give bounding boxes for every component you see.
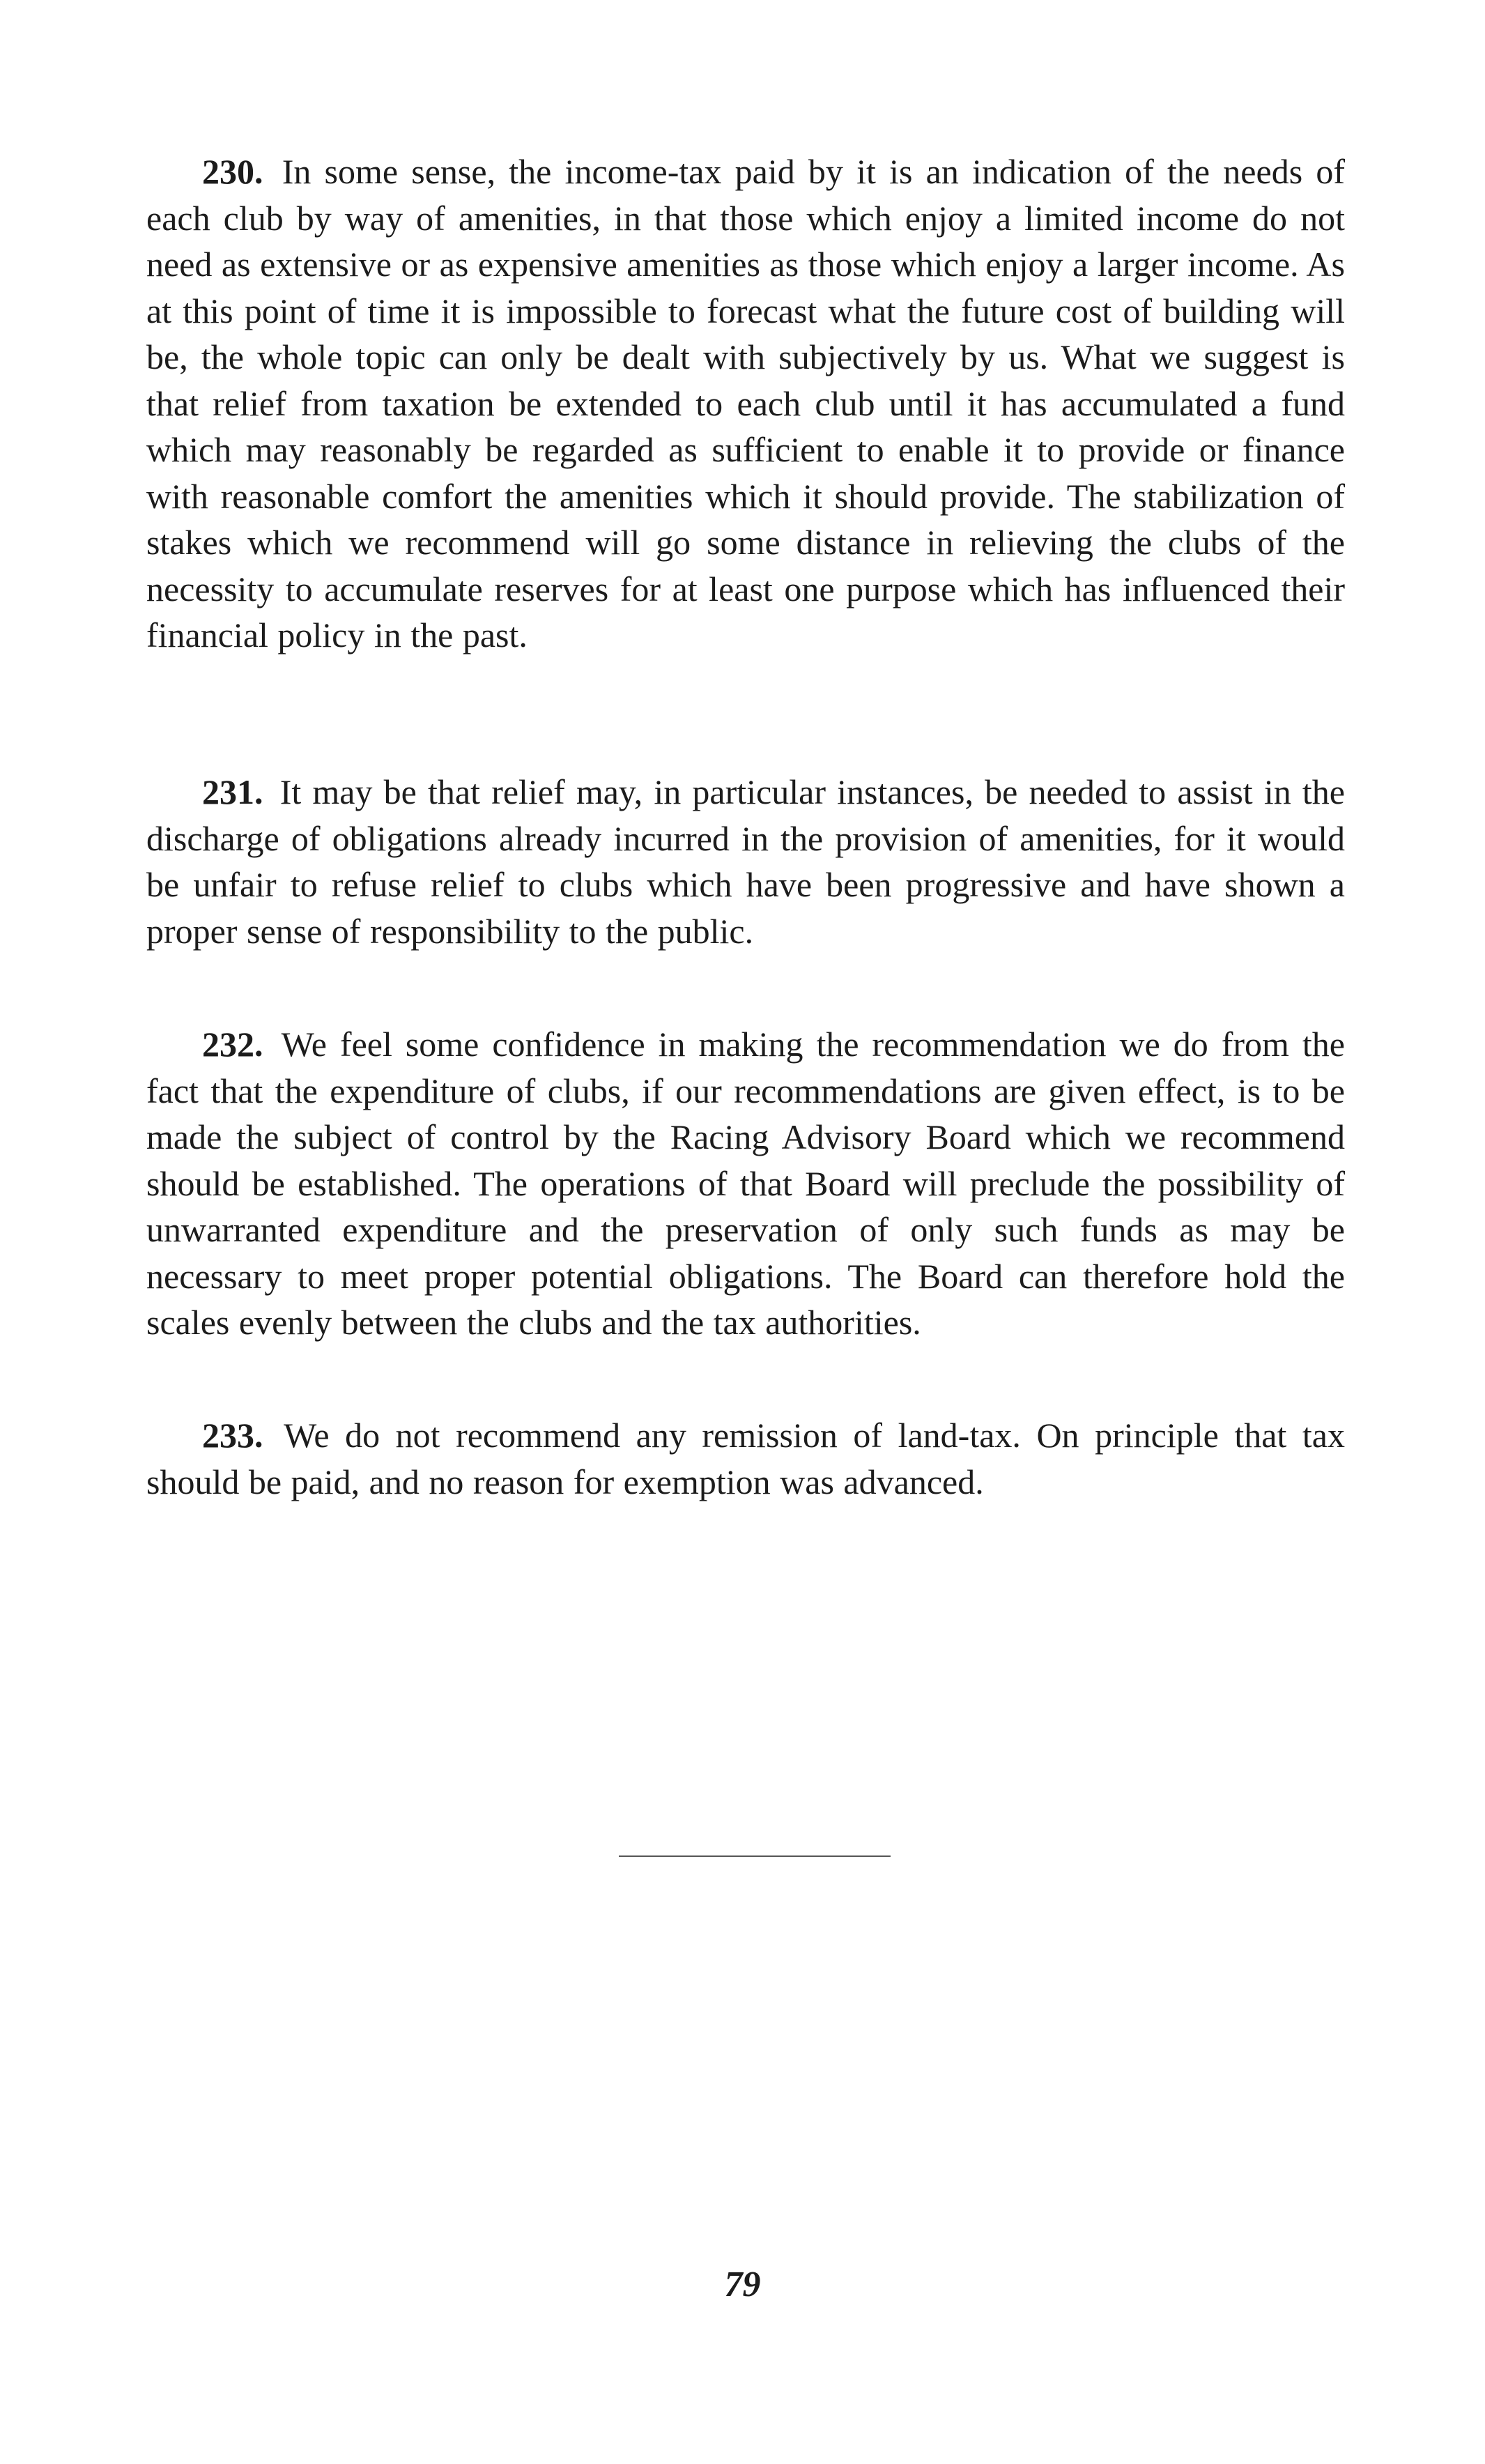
paragraph-231 <box>146 769 1345 954</box>
paragraph-number: 233. <box>202 1416 263 1455</box>
paragraph-number: 231. <box>202 772 263 811</box>
paragraph-text: We do not recommend any remission of land-tax. On principle that tax should be paid, and no reason for exemption was advanced. <box>146 1416 1345 1501</box>
section-divider <box>619 1855 891 1857</box>
paragraph-text: It may be that relief may, in particular instances, be needed to assist in the discharge of obligations already incurred in the provision of amenities, for it would be unfair to refuse relief to clubs which have been progressive and have shown a proper sense of responsibility to the public. <box>146 772 1346 951</box>
paragraph-text: In some sense, the income-tax paid by it is an indication of the needs of each club by way of amenities, in that those which enjoy a limited income do not need as extensive or as expensive amenities as those which enjoy a larger income. As at this point of time it is impossible to forecast what the future cost of building will be, the whole topic can only be dealt with subjectively by us. What we suggest is that relief from taxation be extended to each club until it has accumulated a fund which may reasonably be regarded as sufficient to enable it to provide or finance with reasonable comfort the amenities which it should provide. The stabilization of stakes which we recommend will go some distance in relieving the clubs of the necessity to accumulate reserves for at least one purpose which has influenced their financial policy in the past. <box>146 152 1345 655</box>
paragraph-233 <box>146 1412 1345 1505</box>
page-number: 79 <box>724 2265 761 2304</box>
paragraph-text: We feel some confidence in making the recommendation we do from the fact that the expenditure of clubs, if our recommendations are given effect, is to be made the subject of control by the Racing Advisory Board which we recommend should be established. The operations of that Board will preclude the possibility of unwarranted expenditure and the preservation of only such funds as may be necessary to meet proper potential obligations. The Board can therefore hold the scales evenly between the clubs and the tax authorities. <box>146 1025 1345 1342</box>
paragraph-number: 232. <box>202 1025 263 1064</box>
paragraph-230 <box>146 148 1345 659</box>
paragraph-232 <box>146 1021 1345 1346</box>
paragraph-number: 230. <box>202 152 263 191</box>
